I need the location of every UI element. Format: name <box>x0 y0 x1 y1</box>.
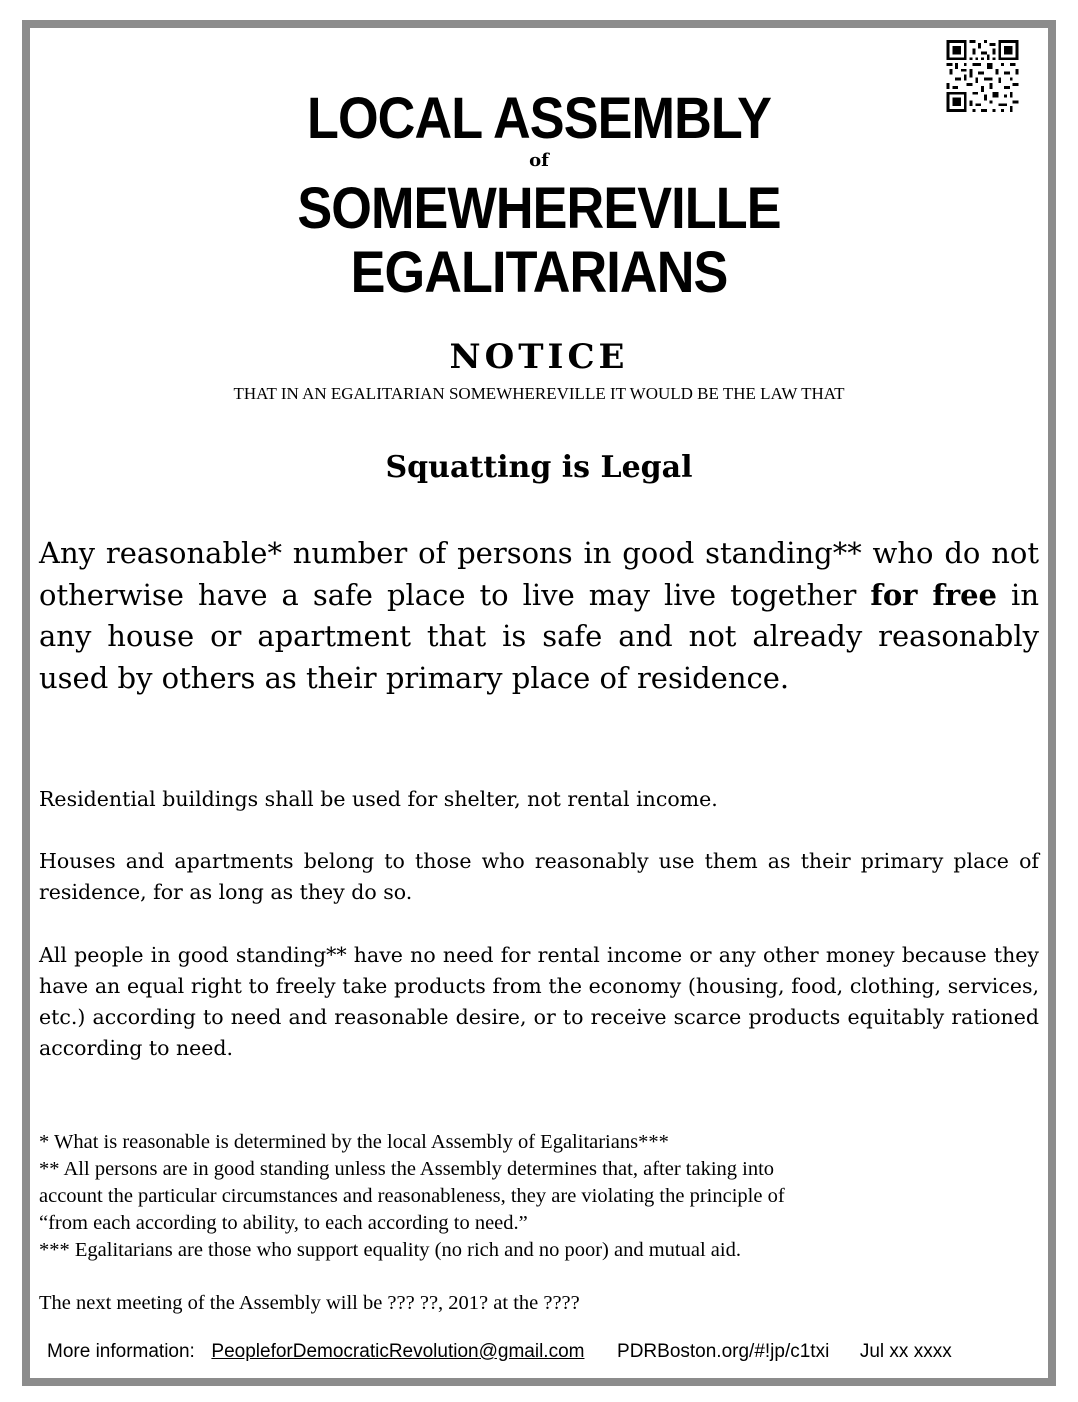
assembly-title-line1: LOCAL ASSEMBLY <box>306 86 772 151</box>
lead-text-part2: in any house or apartment that is safe and not already reasonably used by others as their primary place of residence. <box>39 577 1039 695</box>
footer-label: More information: <box>47 1341 195 1362</box>
footnote-line: * What is reasonable is determined by the local Assembly of Egalitarians*** <box>39 1131 669 1153</box>
lead-paragraph <box>39 533 1039 699</box>
footnote-line: account the particular circumstances and reasonableness, they are violating the principle of <box>39 1185 785 1207</box>
lead-text-part1: Any reasonable* number of persons in good standing** who do not otherwise have a safe place to live may live together <box>39 536 1039 612</box>
footnote-line: ** All persons are in good standing unless the Assembly determines that, after taking into <box>39 1158 775 1180</box>
body-paragraph: Residential buildings shall be used for shelter, not rental income. <box>39 787 718 811</box>
notice-heading: NOTICE <box>449 337 629 377</box>
body-paragraph: Houses and apartments belong to those who reasonably use them as their primary place of residence, for as long as they do so. <box>39 849 1039 904</box>
footer-url: PDRBoston.org/#!jp/c1txi <box>617 1341 830 1362</box>
assembly-title-line3: SOMEWHEREVILLE <box>297 176 781 241</box>
assembly-title-line4: EGALITARIANS <box>350 240 728 305</box>
body-paragraph: All people in good standing** have no need for rental income or any other money because they have an equal right to freely take products from the economy (housing, food, clothing, services, etc.) according to need and reasonable desire, or to receive scarce products equitably rationed according to need. <box>39 943 1039 1060</box>
footnotes <box>39 1129 1039 1264</box>
law-headline: Squatting is Legal <box>385 450 693 485</box>
notice-subtitle: THAT IN AN EGALITARIAN SOMEWHEREVILLE IT WOULD BE THE LAW THAT <box>233 384 845 403</box>
next-meeting: The next meeting of the Assembly will be ??? ??, 201? at the ???? <box>39 1292 580 1314</box>
footer-date: Jul xx xxxx <box>859 1341 952 1362</box>
footnote-line: “from each according to ability, to each according to need.” <box>39 1212 528 1234</box>
footer-info <box>47 1340 952 1364</box>
lead-text-bold: for free <box>870 577 998 612</box>
footer-email-link[interactable]: PeopleforDemocraticRevolution@gmail.com <box>211 1341 585 1362</box>
footnote-line: *** Egalitarians are those who support equality (no rich and no poor) and mutual aid. <box>39 1239 741 1261</box>
assembly-title-of: of <box>529 150 549 171</box>
